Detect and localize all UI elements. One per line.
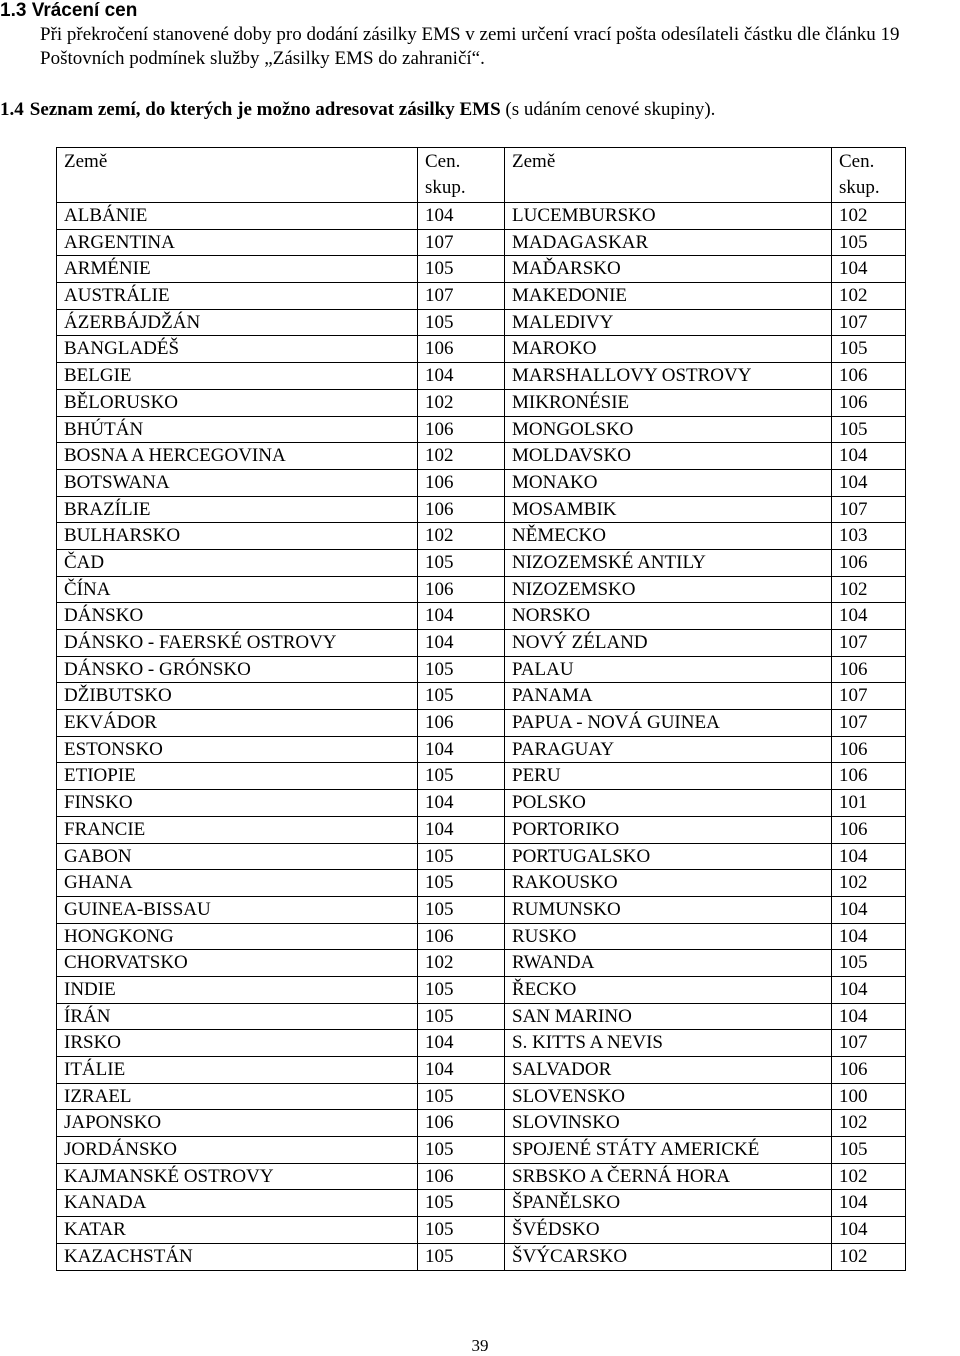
cell-country-left: BANGLADÉŠ	[57, 336, 418, 363]
cell-country-right: MOLDAVSKO	[505, 443, 832, 470]
cell-group-right: 106	[832, 1057, 906, 1084]
section-title-suffix: (s udáním cenové skupiny).	[500, 99, 716, 120]
cell-country-right: MIKRONÉSIE	[505, 389, 832, 416]
cell-group-left: 105	[418, 1190, 505, 1217]
cell-group-right: 104	[832, 843, 906, 870]
cell-group-left: 104	[418, 790, 505, 817]
cell-country-right: PORTORIKO	[505, 816, 832, 843]
cell-country-left: JAPONSKO	[57, 1110, 418, 1137]
cell-group-right: 106	[832, 656, 906, 683]
table-row	[57, 736, 906, 763]
cell-group-right: 105	[832, 229, 906, 256]
cell-group-left: 105	[418, 1243, 505, 1270]
cell-country-right: MAROKO	[505, 336, 832, 363]
table-row	[57, 309, 906, 336]
cell-country-right: MONAKO	[505, 469, 832, 496]
cell-country-right: SALVADOR	[505, 1057, 832, 1084]
cell-country-right: PALAU	[505, 656, 832, 683]
cell-country-left: HONGKONG	[57, 923, 418, 950]
header-country-left: Země	[57, 148, 418, 203]
cell-group-right: 102	[832, 283, 906, 310]
cell-group-right: 107	[832, 683, 906, 710]
table-row	[57, 389, 906, 416]
cell-country-right: NORSKO	[505, 603, 832, 630]
cell-group-right: 104	[832, 1217, 906, 1244]
cell-group-right: 104	[832, 443, 906, 470]
cell-group-right: 100	[832, 1083, 906, 1110]
cell-country-left: ČÍNA	[57, 576, 418, 603]
cell-group-left: 102	[418, 523, 505, 550]
table-row	[57, 523, 906, 550]
table-row	[57, 256, 906, 283]
cell-country-left: GHANA	[57, 870, 418, 897]
cell-country-right: PERU	[505, 763, 832, 790]
cell-group-left: 107	[418, 283, 505, 310]
cell-country-right: MADAGASKAR	[505, 229, 832, 256]
cell-country-left: BULHARSKO	[57, 523, 418, 550]
cell-group-right: 106	[832, 816, 906, 843]
cell-country-left: IZRAEL	[57, 1083, 418, 1110]
table-row	[57, 896, 906, 923]
cell-country-left: KAJMANSKÉ OSTROVY	[57, 1163, 418, 1190]
cell-group-left: 105	[418, 843, 505, 870]
table-row	[57, 656, 906, 683]
cell-country-right: RAKOUSKO	[505, 870, 832, 897]
cell-country-right: PANAMA	[505, 683, 832, 710]
table-row	[57, 816, 906, 843]
cell-country-left: CHORVATSKO	[57, 950, 418, 977]
cell-group-left: 105	[418, 1137, 505, 1164]
table-row	[57, 229, 906, 256]
cell-country-left: BOTSWANA	[57, 469, 418, 496]
table-row	[57, 976, 906, 1003]
cell-country-right: SRBSKO A ČERNÁ HORA	[505, 1163, 832, 1190]
cell-group-left: 106	[418, 576, 505, 603]
cell-country-left: BĚLORUSKO	[57, 389, 418, 416]
cell-country-left: IRSKO	[57, 1030, 418, 1057]
cell-country-right: PARAGUAY	[505, 736, 832, 763]
cell-group-right: 104	[832, 256, 906, 283]
table-row	[57, 363, 906, 390]
cell-group-right: 102	[832, 1243, 906, 1270]
table-header-row	[57, 148, 906, 203]
cell-group-left: 106	[418, 336, 505, 363]
cell-group-right: 106	[832, 549, 906, 576]
cell-group-right: 104	[832, 469, 906, 496]
cell-country-left: KAZACHSTÁN	[57, 1243, 418, 1270]
cell-group-left: 104	[418, 363, 505, 390]
cell-country-left: BRAZÍLIE	[57, 496, 418, 523]
cell-country-right: S. KITTS A NEVIS	[505, 1030, 832, 1057]
section-body-refund: Při překročení stanovené doby pro dodání zásilky EMS v zemi určení vrací pošta odesílateli částku dle článku 19 Poštovních podmínek služby „Zásilky EMS do zahraničí“.	[40, 24, 900, 69]
cell-group-left: 106	[418, 923, 505, 950]
country-price-group-table	[56, 147, 906, 1271]
cell-group-right: 105	[832, 416, 906, 443]
cell-country-left: BHÚTÁN	[57, 416, 418, 443]
cell-group-left: 105	[418, 656, 505, 683]
table-body	[57, 203, 906, 1271]
cell-group-left: 105	[418, 549, 505, 576]
cell-group-left: 102	[418, 950, 505, 977]
cell-country-left: ARMÉNIE	[57, 256, 418, 283]
cell-group-left: 104	[418, 736, 505, 763]
table-row	[57, 790, 906, 817]
cell-country-right: MARSHALLOVY OSTROVY	[505, 363, 832, 390]
cell-group-left: 102	[418, 389, 505, 416]
cell-country-left: BELGIE	[57, 363, 418, 390]
table-row	[57, 1190, 906, 1217]
cell-group-right: 101	[832, 790, 906, 817]
cell-country-left: ALBÁNIE	[57, 203, 418, 230]
cell-group-right: 102	[832, 203, 906, 230]
section-title-bold: Seznam zemí, do kterých je možno adresovat zásilky EMS	[29, 99, 501, 120]
cell-group-left: 105	[418, 1083, 505, 1110]
cell-group-left: 107	[418, 229, 505, 256]
cell-group-right: 102	[832, 1163, 906, 1190]
table-row	[57, 603, 906, 630]
cell-country-right: RUSKO	[505, 923, 832, 950]
table-row	[57, 203, 906, 230]
cell-country-left: DÁNSKO	[57, 603, 418, 630]
cell-group-right: 102	[832, 1110, 906, 1137]
cell-group-left: 105	[418, 1003, 505, 1030]
cell-country-left: AUSTRÁLIE	[57, 283, 418, 310]
cell-country-right: ŠVÉDSKO	[505, 1217, 832, 1244]
cell-group-right: 104	[832, 1190, 906, 1217]
table-row	[57, 283, 906, 310]
table-row	[57, 630, 906, 657]
cell-group-right: 106	[832, 763, 906, 790]
cell-group-right: 107	[832, 496, 906, 523]
cell-country-left: ÍRÁN	[57, 1003, 418, 1030]
cell-group-right: 107	[832, 710, 906, 737]
cell-country-right: SAN MARINO	[505, 1003, 832, 1030]
cell-group-right: 105	[832, 950, 906, 977]
cell-group-right: 106	[832, 363, 906, 390]
table-row	[57, 1083, 906, 1110]
cell-country-right: RWANDA	[505, 950, 832, 977]
cell-country-right: MONGOLSKO	[505, 416, 832, 443]
table-row	[57, 549, 906, 576]
cell-country-right: PORTUGALSKO	[505, 843, 832, 870]
cell-country-right: NOVÝ ZÉLAND	[505, 630, 832, 657]
cell-country-left: GABON	[57, 843, 418, 870]
cell-group-left: 105	[418, 896, 505, 923]
cell-group-left: 106	[418, 416, 505, 443]
cell-country-left: DÁNSKO - GRÓNSKO	[57, 656, 418, 683]
cell-group-left: 105	[418, 976, 505, 1003]
cell-country-left: ETIOPIE	[57, 763, 418, 790]
cell-country-right: SPOJENÉ STÁTY AMERICKÉ	[505, 1137, 832, 1164]
cell-country-left: DŽIBUTSKO	[57, 683, 418, 710]
cell-group-right: 104	[832, 603, 906, 630]
cell-country-left: EKVÁDOR	[57, 710, 418, 737]
cell-group-right: 104	[832, 923, 906, 950]
cell-group-right: 107	[832, 1030, 906, 1057]
table-row	[57, 1110, 906, 1137]
cell-group-left: 105	[418, 256, 505, 283]
cell-country-right: MALEDIVY	[505, 309, 832, 336]
table-row	[57, 1137, 906, 1164]
table-row	[57, 576, 906, 603]
cell-group-right: 106	[832, 389, 906, 416]
table-row	[57, 1163, 906, 1190]
cell-group-left: 106	[418, 469, 505, 496]
cell-country-left: FRANCIE	[57, 816, 418, 843]
cell-country-left: ITÁLIE	[57, 1057, 418, 1084]
cell-country-left: FINSKO	[57, 790, 418, 817]
cell-country-right: NIZOZEMSKÉ ANTILY	[505, 549, 832, 576]
cell-country-left: KATAR	[57, 1217, 418, 1244]
cell-group-right: 103	[832, 523, 906, 550]
table-row	[57, 1217, 906, 1244]
cell-country-right: SLOVINSKO	[505, 1110, 832, 1137]
cell-country-left: GUINEA-BISSAU	[57, 896, 418, 923]
cell-group-right: 104	[832, 976, 906, 1003]
table-row	[57, 496, 906, 523]
header-group-left: Cen. skup.	[418, 148, 505, 203]
cell-group-left: 105	[418, 1217, 505, 1244]
cell-group-left: 104	[418, 1030, 505, 1057]
cell-country-right: ŠPANĚLSKO	[505, 1190, 832, 1217]
cell-group-left: 105	[418, 309, 505, 336]
cell-country-right: POLSKO	[505, 790, 832, 817]
table-row	[57, 870, 906, 897]
cell-country-right: RUMUNSKO	[505, 896, 832, 923]
cell-group-right: 105	[832, 1137, 906, 1164]
cell-group-left: 102	[418, 443, 505, 470]
cell-country-left: ARGENTINA	[57, 229, 418, 256]
cell-group-right: 105	[832, 336, 906, 363]
cell-country-right: LUCEMBURSKO	[505, 203, 832, 230]
cell-country-right: MOSAMBIK	[505, 496, 832, 523]
table-row	[57, 1003, 906, 1030]
table-row	[57, 710, 906, 737]
cell-country-right: MAKEDONIE	[505, 283, 832, 310]
table-row	[57, 683, 906, 710]
cell-group-right: 102	[832, 870, 906, 897]
cell-group-left: 104	[418, 203, 505, 230]
cell-country-left: ČAD	[57, 549, 418, 576]
cell-country-right: SLOVENSKO	[505, 1083, 832, 1110]
cell-group-right: 102	[832, 576, 906, 603]
cell-country-right: NIZOZEMSKO	[505, 576, 832, 603]
section-title-refund: 1.3 Vrácení cen	[0, 0, 138, 21]
cell-group-right: 104	[832, 1003, 906, 1030]
cell-country-left: ÁZERBÁJDŽÁN	[57, 309, 418, 336]
cell-group-left: 106	[418, 1163, 505, 1190]
cell-country-left: DÁNSKO - FAERSKÉ OSTROVY	[57, 630, 418, 657]
table-row	[57, 336, 906, 363]
cell-group-left: 104	[418, 603, 505, 630]
table-row	[57, 950, 906, 977]
cell-group-left: 104	[418, 630, 505, 657]
table-row	[57, 469, 906, 496]
cell-group-left: 105	[418, 763, 505, 790]
cell-group-right: 107	[832, 630, 906, 657]
table-row	[57, 843, 906, 870]
table-row	[57, 443, 906, 470]
table-row	[57, 1030, 906, 1057]
section-number: 1.4	[0, 99, 24, 120]
cell-group-left: 106	[418, 496, 505, 523]
cell-country-right: ŠVÝCARSKO	[505, 1243, 832, 1270]
cell-group-right: 107	[832, 309, 906, 336]
cell-country-left: KANADA	[57, 1190, 418, 1217]
table-row	[57, 923, 906, 950]
cell-group-right: 104	[832, 896, 906, 923]
table-row	[57, 1057, 906, 1084]
cell-group-right: 106	[832, 736, 906, 763]
cell-group-left: 105	[418, 870, 505, 897]
cell-country-right: NĚMECKO	[505, 523, 832, 550]
cell-country-right: PAPUA - NOVÁ GUINEA	[505, 710, 832, 737]
cell-group-left: 105	[418, 683, 505, 710]
table-row	[57, 763, 906, 790]
cell-country-left: ESTONSKO	[57, 736, 418, 763]
section-heading-country-list	[0, 98, 715, 122]
table-row	[57, 1243, 906, 1270]
cell-group-left: 106	[418, 1110, 505, 1137]
cell-group-left: 104	[418, 816, 505, 843]
header-country-right: Země	[505, 148, 832, 203]
cell-country-left: BOSNA A HERCEGOVINA	[57, 443, 418, 470]
page-number: 39	[471, 1336, 489, 1355]
cell-country-left: JORDÁNSKO	[57, 1137, 418, 1164]
table-row	[57, 416, 906, 443]
cell-country-right: MAĎARSKO	[505, 256, 832, 283]
cell-group-left: 104	[418, 1057, 505, 1084]
cell-country-right: ŘECKO	[505, 976, 832, 1003]
cell-country-left: INDIE	[57, 976, 418, 1003]
header-group-right: Cen. skup.	[832, 148, 906, 203]
cell-group-left: 106	[418, 710, 505, 737]
